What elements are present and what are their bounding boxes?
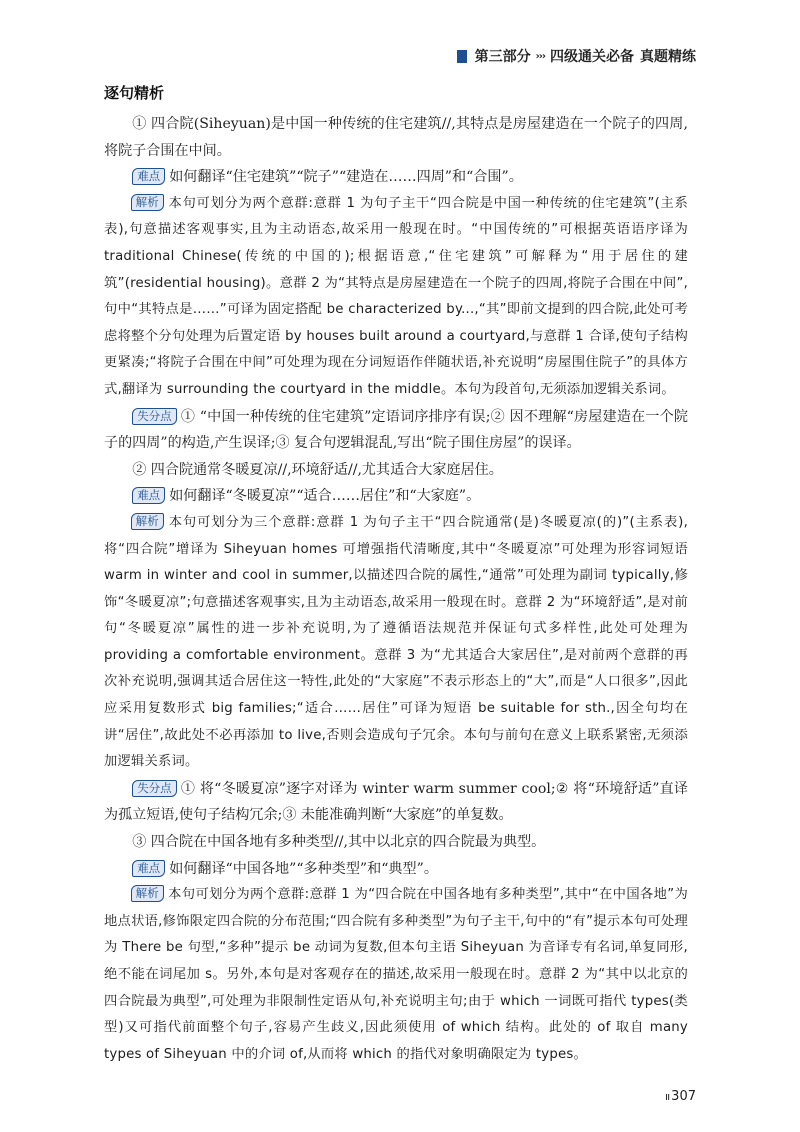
note-paragraph bbox=[104, 404, 688, 457]
paragraph-text: 如何翻译“冬暖夏凉”“适合……居住”和“大家庭”。 bbox=[169, 488, 481, 505]
analysis-paragraph bbox=[104, 191, 688, 404]
paragraph-text: 本句可划分为两个意群:意群 1 为“四合院在中国各地有多种类型”,其中“在中国各地”为地点状语,修饰限定四合院的分布范围;“四合院有多种类型”为句子主干,句中的“有”提示本句可处理为 There be 句型,“多种”提示 be 动词为复数,但本句主语 Siheyuan 为音译专有名词,单复同形,绝不能在词尾加 s。另外,本句是对客观存在的描述,故采用一般现在时。意群 2 为“其中以北京的四合院最为典型”,可处理为非限制性定语从句,补充说明主句;由于 which 一词既可指代 types(类型)又可指代前面整个句子,容易产生歧义,因此须使用 of which 结构。此处的 of 取自 many types of Siheyuan 中的介词 of,从而将 which 的指代对象明确限定为 types。 bbox=[104, 887, 688, 1062]
source-sentence bbox=[104, 111, 688, 164]
note-paragraph bbox=[104, 856, 688, 883]
paragraph-text: ① 将“冬暖夏凉”逐字对译为 winter warm summer cool;② 将“环境舒适”直译为孤立短语,使句子结构冗余;③ 未能准确判断“大家庭”的单复数。 bbox=[104, 780, 688, 824]
paragraph-text: 如何翻译“住宅建筑”“院子”“建造在……四周”和“合围”。 bbox=[169, 169, 523, 186]
paragraph-text: ① 四合院(Siheyuan)是中国一种传统的住宅建筑//,其特点是房屋建造在一个院子的四周,将院子合围在中间。 bbox=[104, 116, 688, 159]
label-badge: 解析 bbox=[131, 885, 164, 902]
analysis-paragraph bbox=[104, 882, 688, 1068]
paragraph-text: ② 四合院通常冬暖夏凉//,环境舒适//,尤其适合大家庭居住。 bbox=[132, 461, 503, 478]
note-paragraph bbox=[104, 164, 688, 191]
paragraph-text: 如何翻译“中国各地”“多种类型”和“典型”。 bbox=[169, 860, 438, 877]
header-subject: 四级通关必备 bbox=[550, 49, 634, 65]
paragraph-text: ① “中国一种传统的住宅建筑”定语词序排序有误;② 因不理解“房屋建造在一个院子的四周”的构造,产生误译;③ 复合句逻辑混乱,写出“院子围住房屋”的误译。 bbox=[104, 408, 688, 452]
source-sentence bbox=[104, 829, 688, 856]
source-sentence bbox=[104, 457, 688, 484]
label-badge: 解析 bbox=[131, 513, 164, 530]
label-badge: 失分点 bbox=[132, 408, 177, 425]
label-badge: 解析 bbox=[131, 194, 164, 211]
analysis-paragraph bbox=[104, 510, 688, 776]
page-number bbox=[665, 1089, 696, 1104]
note-paragraph bbox=[104, 483, 688, 510]
label-badge: 失分点 bbox=[132, 780, 177, 797]
running-header bbox=[457, 46, 696, 66]
paragraph-text: 本句可划分为两个意群:意群 1 为句子主干“四合院是中国一种传统的住宅建筑”(主系表),句意描述客观事实,且为主动语态,故采用一般现在时。“中国传统的”可根据英语语序译为 traditional Chinese(传统的中国的);根据语意,“住宅建筑”可解释为“用于居住的建筑”(residential housing)。意群 2 为“其特点是房屋建造在一个院子的四周,将院子合围在中间”,句中“其特点是……”可译为固定搭配 be characterized by...,“其”即前文提到的四合院,此处可考虑将整个分句处理为后置定语 by houses built around a courtyard,与意群 1 合译,使句子结构更紧凑;“将院子合围在中间”可处理为现在分词短语作伴随状语,补充说明“房屋围住院子”的具体方式,翻译为 surrounding the courtyard in the middle。本句为段首句,无须添加逻辑关系词。 bbox=[104, 195, 688, 397]
paragraph-text: ③ 四合院在中国各地有多种类型//,其中以北京的四合院最为典型。 bbox=[132, 834, 546, 851]
page-body bbox=[104, 111, 688, 1068]
header-part: 第三部分 bbox=[474, 49, 531, 65]
label-badge: 难点 bbox=[132, 860, 165, 877]
page-number-value: 307 bbox=[671, 1089, 696, 1104]
label-badge: 难点 bbox=[132, 487, 165, 504]
paragraph-text: 本句可划分为三个意群:意群 1 为句子主干“四合院通常(是)冬暖夏凉(的)”(主系表),将“四合院”增译为 Siheyuan homes 可增强指代清晰度,其中“冬暖夏凉”可处理为形容词短语 warm in winter and cool in summer,以描述四合院的属性,“通常”可处理为副词 typically,修饰“冬暖夏凉”;句意描述客观事实,且为主动语态,故采用一般现在时。意群 2 为“环境舒适”,是对前句“冬暖夏凉”属性的进一步补充说明,为了遵循语法规范并保证句式多样性,此处可处理为 providing a comfortable environment。意群 3 为“尤其适合大家居住”,是对前两个意群的再次补充说明,强调其适合居住这一特性,此处的“大家庭”不表示形态上的“大”,而是“人口很多”,因此应采用复数形式 big families;“适合……居住”可译为短语 be suitable for sth.,因全句均在讲“居住”,故此处不必再添加 to live,否则会造成句子冗余。本句与前句在意义上联系紧密,无须添加逻辑关系词。 bbox=[104, 514, 688, 770]
header-focus: 真题精练 bbox=[640, 49, 696, 65]
note-paragraph bbox=[104, 776, 688, 829]
chevron-arrows-icon: ››› bbox=[535, 50, 545, 62]
page-marker: ıı bbox=[665, 1090, 670, 1103]
section-title: 逐句精析 bbox=[104, 84, 165, 102]
label-badge: 难点 bbox=[132, 168, 165, 185]
square-bullet-icon bbox=[457, 50, 467, 63]
